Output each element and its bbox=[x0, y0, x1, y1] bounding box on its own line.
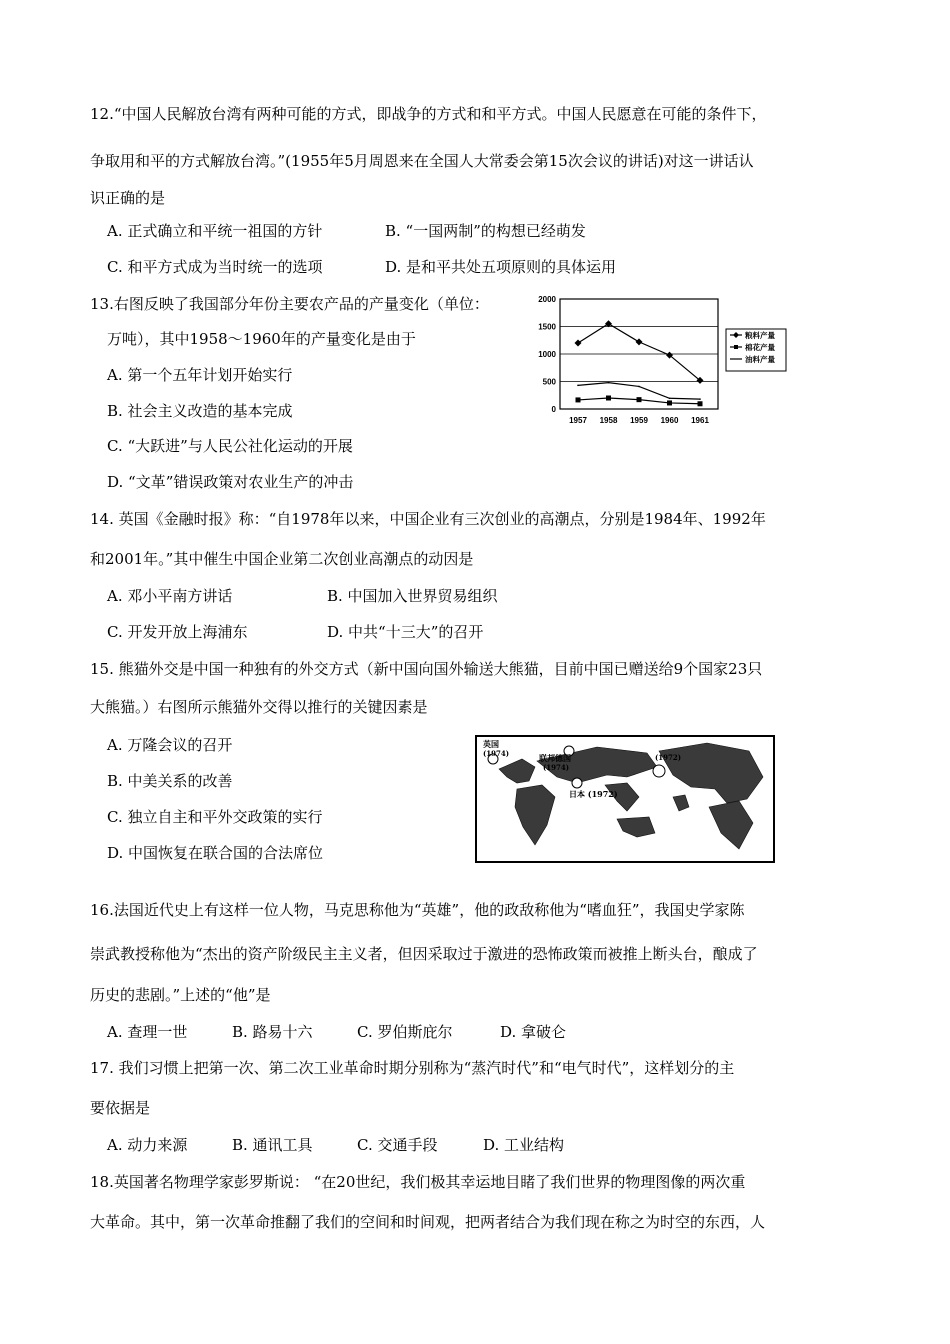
q12-stem-line3: 识正确的是 bbox=[90, 189, 166, 207]
y-tick-label: 1500 bbox=[538, 322, 556, 332]
q17-stem-line2: 要依据是 bbox=[90, 1099, 151, 1117]
q17-option-d: D. 工业结构 bbox=[483, 1136, 565, 1154]
legend-marker bbox=[734, 345, 738, 349]
data-point bbox=[608, 382, 610, 384]
map-label-frg-year: (1974) bbox=[543, 763, 570, 772]
map-label-japan: 日本 (1972) bbox=[569, 789, 618, 799]
data-point bbox=[606, 396, 611, 401]
data-point bbox=[638, 386, 640, 388]
q13-stem-line1: 13.右图反映了我国部分年份主要农产品的产量变化（单位： bbox=[90, 295, 489, 313]
q16-option-c: C. 罗伯斯庇尔 bbox=[357, 1023, 453, 1041]
map-label-uk: 英国 bbox=[483, 739, 499, 749]
q17-option-c: C. 交通手段 bbox=[357, 1136, 438, 1154]
q12-option-c: C. 和平方式成为当时统一的选项 bbox=[107, 258, 323, 276]
x-tick-label: 1959 bbox=[630, 416, 648, 425]
data-point bbox=[699, 398, 701, 400]
world-map-frame bbox=[475, 735, 775, 863]
q16-option-a: A. 查理一世 bbox=[107, 1023, 188, 1041]
q17-stem-line1: 17. 我们习惯上把第一次、第二次工业革命时期分别称为“蒸汽时代”和“电气时代”，这样划分的主 bbox=[90, 1059, 735, 1077]
q16-option-b: B. 路易十六 bbox=[232, 1023, 313, 1041]
x-tick-label: 1960 bbox=[660, 416, 679, 425]
q13-option-b: B. 社会主义改造的基本完成 bbox=[107, 402, 293, 420]
q18-stem-line1: 18.英国著名物理学家彭罗斯说： “在20世纪，我们极其幸运地目睹了我们世界的物理图像的两次重 bbox=[90, 1173, 746, 1191]
y-tick-label: 0 bbox=[551, 405, 556, 414]
q14-option-a: A. 邓小平南方讲话 bbox=[107, 587, 233, 605]
legend-label: 油料产量 bbox=[745, 355, 775, 364]
x-tick-label: 1958 bbox=[599, 416, 618, 425]
production-line-chart bbox=[530, 291, 830, 431]
world-map-image bbox=[477, 737, 773, 861]
q18-stem-line2: 大革命。其中，第一次革命推翻了我们的空间和时间观，把两者结合为我们现在称之为时空的东西，人 bbox=[90, 1213, 766, 1231]
q16-option-d: D. 拿破仑 bbox=[500, 1023, 567, 1041]
data-point bbox=[577, 385, 579, 387]
panda-icon-us bbox=[653, 765, 665, 777]
q15-option-d: D. 中国恢复在联合国的合法席位 bbox=[107, 844, 324, 862]
q14-stem-line1: 14. 英国《金融时报》称：“自1978年以来，中国企业有三次创业的高潮点，分别是1984年、1992年 bbox=[90, 510, 766, 528]
legend-label: 棉花产量 bbox=[745, 343, 775, 352]
map-label-frg: 联邦德国 bbox=[539, 753, 571, 763]
q16-stem-line1: 16.法国近代史上有这样一位人物，马克思称他为“英雄”，他的政敌称他为“嗜血狂”，我国史学家陈 bbox=[90, 901, 745, 919]
y-tick-label: 1000 bbox=[538, 350, 556, 359]
q16-stem-line3: 历史的悲剧。”上述的“他”是 bbox=[90, 986, 271, 1004]
data-point bbox=[669, 397, 671, 399]
q12-option-d: D. 是和平共处五项原则的具体运用 bbox=[385, 258, 617, 276]
map-label-uk-year: (1974) bbox=[483, 749, 510, 758]
y-tick-label: 500 bbox=[542, 377, 556, 387]
panda-diplomacy-map bbox=[475, 735, 775, 870]
data-point bbox=[698, 401, 703, 406]
q12-option-b: B. “一国两制”的构想已经萌发 bbox=[385, 222, 586, 240]
q14-option-d: D. 中共“十三大”的召开 bbox=[327, 623, 484, 641]
production-chart bbox=[530, 291, 830, 431]
q13-option-d: D. “文革”错误政策对农业生产的冲击 bbox=[107, 473, 354, 491]
q15-option-b: B. 中美关系的改善 bbox=[107, 772, 233, 790]
q16-stem-line2: 崇武教授称他为“杰出的资产阶级民主主义者，但因采取过于激进的恐怖政策而被推上断头台，酿成了 bbox=[90, 945, 758, 963]
q14-option-b: B. 中国加入世界贸易组织 bbox=[327, 587, 498, 605]
data-point bbox=[576, 397, 581, 402]
q15-option-c: C. 独立自主和平外交政策的实行 bbox=[107, 808, 323, 826]
panda-icon-japan bbox=[572, 778, 582, 788]
q15-option-a: A. 万隆会议的召开 bbox=[107, 736, 233, 754]
q17-option-a: A. 动力来源 bbox=[107, 1136, 188, 1154]
y-tick-label: 2000 bbox=[538, 295, 556, 304]
series-line bbox=[578, 324, 700, 381]
q14-option-c: C. 开发开放上海浦东 bbox=[107, 623, 248, 641]
x-tick-label: 1961 bbox=[691, 416, 709, 425]
series-line bbox=[578, 383, 700, 400]
q17-option-b: B. 通讯工具 bbox=[232, 1136, 313, 1154]
data-point bbox=[636, 338, 643, 345]
q15-stem-line1: 15. 熊猫外交是中国一种独有的外交方式（新中国向国外输送大熊猫，目前中国已赠送给9个国家23只 bbox=[90, 660, 763, 678]
data-point bbox=[637, 397, 642, 402]
q13-option-a: A. 第一个五年计划开始实行 bbox=[107, 366, 293, 384]
map-label-us-year: (1972) bbox=[655, 753, 682, 762]
q12-stem-line1: 12.“中国人民解放台湾有两种可能的方式，即战争的方式和和平方式。中国人民愿意在可能的条件下， bbox=[90, 105, 767, 123]
q13-option-c: C. “大跃进”与人民公社化运动的开展 bbox=[107, 437, 353, 455]
data-point bbox=[667, 400, 672, 405]
q12-option-a: A. 正式确立和平统一祖国的方针 bbox=[107, 222, 323, 240]
q14-stem-line2: 和2001年。”其中催生中国企业第二次创业高潮点的动因是 bbox=[90, 550, 474, 568]
x-tick-label: 1957 bbox=[569, 416, 587, 425]
q12-stem-line2: 争取用和平的方式解放台湾。”(1955年5月周恩来在全国人大常委会第15次会议的讲话)对这一讲话认 bbox=[90, 152, 754, 170]
q13-stem-line2: 万吨），其中1958～1960年的产量变化是由于 bbox=[107, 330, 416, 348]
legend-label: 粮料产量 bbox=[745, 331, 775, 340]
q15-stem-line2: 大熊猫。）右图所示熊猫外交得以推行的关键因素是 bbox=[90, 698, 428, 716]
data-point bbox=[575, 340, 582, 347]
